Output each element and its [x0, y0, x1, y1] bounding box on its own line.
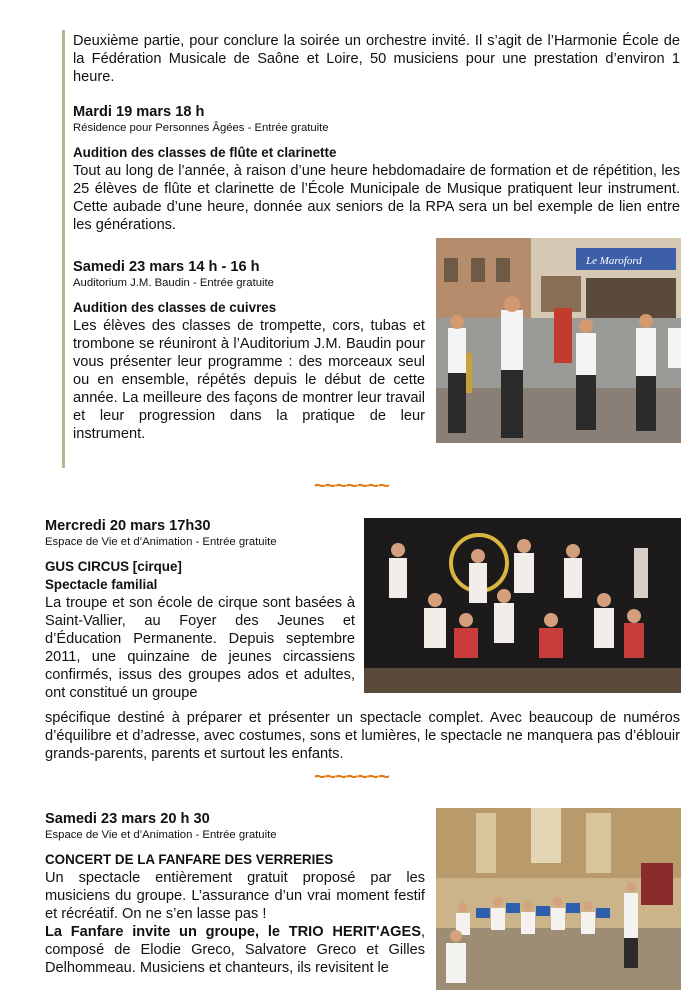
event-4-body: Un spectacle entièrement gratuit proposé par les musiciens du groupe. L’assurance d’un vrai moment festif et récréatif. On ne s’en lasse pas ! — [45, 870, 425, 922]
circus-photo — [364, 518, 681, 693]
event-4-date: Samedi 23 mars 20 h 30 — [45, 811, 210, 827]
event-4-venue: Espace de Vie et d’Animation - Entrée gratuite — [45, 829, 277, 841]
event-3-continued — [45, 709, 680, 763]
event-3-body-wide: spécifique destiné à préparer et présenter un spectacle complet. Avec beaucoup de numéros d’équilibre et d’adresse, avec costumes, sons et lumières, le spectacle ne manquera pas d’éblouir grands-parents, parents et surtout les enfants. — [45, 710, 680, 762]
event-4-body-2-rest: , composé de Elodie Greco, Salvatore Greco et Gilles Delhommeau. Musiciens et chanteurs, ils revisitent le — [45, 924, 425, 976]
event-3-heading-1: GUS CIRCUS [cirque] — [45, 559, 182, 574]
event-4-body-2-bold: La Fanfare invite un groupe, le TRIO HERIT'AGES — [45, 924, 421, 940]
event-2-venue: Auditorium J.M. Baudin - Entrée gratuite — [73, 277, 274, 289]
event-3 — [45, 517, 355, 702]
intro-block — [73, 32, 680, 86]
intro-text: Deuxième partie, pour conclure la soirée un orchestre invité. Il s’agit de l’Harmonie École de la Fédération Musicale de Saône et Loire, 50 musiciens pour une prestation d’environ 1 heure. — [73, 33, 680, 85]
separator-1: ~~~~~~~ — [314, 475, 389, 497]
event-4 — [45, 810, 425, 977]
separator-2: ~~~~~~~ — [314, 766, 389, 788]
event-1-date: Mardi 19 mars 18 h — [73, 104, 205, 120]
section-accent-bar — [62, 30, 65, 468]
event-2 — [73, 258, 425, 443]
band-photo — [436, 238, 681, 443]
photo-sign-text: Le Maroford — [586, 255, 642, 267]
event-1-heading: Audition des classes de flûte et clarinette — [73, 145, 337, 160]
event-3-venue: Espace de Vie et d’Animation - Entrée gratuite — [45, 536, 277, 548]
event-2-date: Samedi 23 mars 14 h - 16 h — [73, 259, 260, 275]
event-3-date: Mercredi 20 mars 17h30 — [45, 518, 211, 534]
event-1-body: Tout au long de l’année, à raison d’une heure hebdomadaire de formation et de répétition, les 25 élèves de flûte et clarinette de l’École Municipale de Musique pratiquent leur instrument. Cette aubade d’une heure, donnée aux seniors de la RPA sera un bel exemple de lien entre les générations. — [73, 163, 680, 233]
event-4-heading: CONCERT DE LA FANFARE DES VERRERIES — [45, 852, 334, 867]
event-3-body-narrow: La troupe et son école de cirque sont basées à Saint-Vallier, au Foyer des Jeunes et d’Éducation Permanente. Depuis septembre 2011, une quinzaine de jeunes circassiens confirmés, issus des groupes ados et adultes, ont constitué un groupe — [45, 595, 355, 701]
event-1-venue: Résidence pour Personnes Âgées - Entrée gratuite — [73, 122, 329, 134]
event-1 — [73, 103, 680, 234]
event-3-heading-2: Spectacle familial — [45, 577, 158, 592]
event-4-body-2 — [45, 923, 425, 977]
event-2-body: Les élèves des classes de trompette, cors, tubas et trombone se réuniront à l’Auditorium J.M. Baudin pour vous présenter leur programme : des morceaux seul ou en ensemble, répétés depuis le début de cette année. La meilleure des façons de montrer leur travail et leur progression dans la pratique de leur instrument. — [73, 318, 425, 442]
event-2-heading: Audition des classes de cuivres — [73, 300, 277, 315]
fanfare-photo — [436, 808, 681, 990]
